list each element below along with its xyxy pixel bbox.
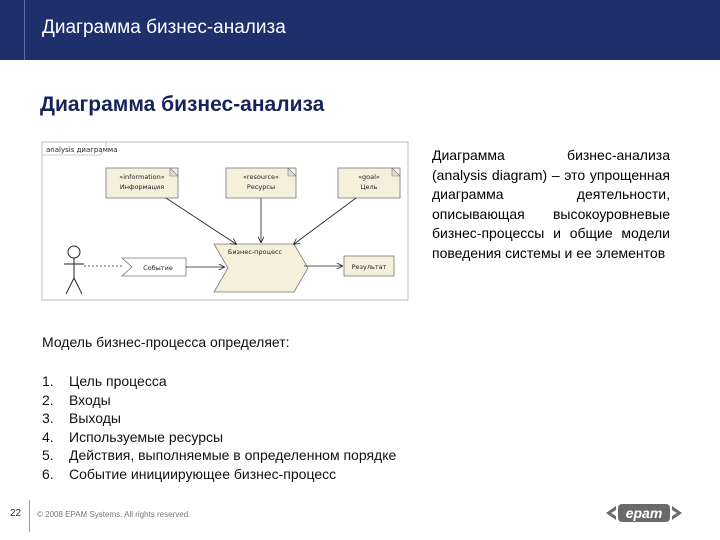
list-item: 4. Используемые ресурсы xyxy=(42,428,224,445)
footer-divider xyxy=(29,500,30,532)
result-box xyxy=(344,256,394,276)
frame-label: analysis диаграмма xyxy=(46,146,118,154)
resource-stereotype: «resource» xyxy=(242,173,280,181)
header-bar xyxy=(0,0,720,60)
logo-text: epam xyxy=(625,505,663,521)
information-box xyxy=(106,168,178,198)
resource-box xyxy=(226,168,296,198)
list-item: 2. Входы xyxy=(42,391,111,408)
goal-name: Цель xyxy=(360,183,378,191)
process-label: Бизнес-процесс xyxy=(227,248,283,256)
header-title: Диаграмма бизнес-анализа xyxy=(42,17,286,38)
list-item: 1. Цель процесса xyxy=(42,373,167,389)
model-lead-text: Модель бизнес-процесса определяет: xyxy=(42,334,290,350)
diagram-description: Диаграмма бизнес-анализа (analysis diagram) – это упрощенная диаграмма деятельности, описывающая высокоуровневые бизнес-процессы и общие модели поведения системы и ее элементов xyxy=(432,147,670,261)
information-name: Информация xyxy=(119,183,165,191)
goal-stereotype: «goal» xyxy=(358,173,380,181)
copyright-text: © 2008 EPAM Systems. All rights reserved. xyxy=(37,510,191,519)
event-label: Событие xyxy=(143,264,173,272)
analysis-diagram xyxy=(38,140,410,302)
resource-name: Ресурсы xyxy=(246,183,276,191)
list-item: 3. Выходы xyxy=(42,410,121,426)
goal-box xyxy=(338,168,400,198)
header-divider xyxy=(24,0,25,60)
process-shape xyxy=(214,244,308,292)
page-number: 22 xyxy=(10,508,22,519)
diagram-arrows xyxy=(84,198,356,267)
actor-figure xyxy=(64,246,84,294)
slide-title: Диаграмма бизнес-анализа xyxy=(40,93,325,116)
list-item: 6. Событие инициирующее бизнес-процесс xyxy=(42,465,337,482)
information-stereotype: «information» xyxy=(119,173,165,181)
list-item: 5. Действия, выполняемые в определенном порядке xyxy=(42,447,397,463)
epam-logo xyxy=(604,500,684,526)
event-shape xyxy=(122,258,186,276)
result-label: Результат xyxy=(351,263,387,271)
model-items-list xyxy=(42,372,396,483)
